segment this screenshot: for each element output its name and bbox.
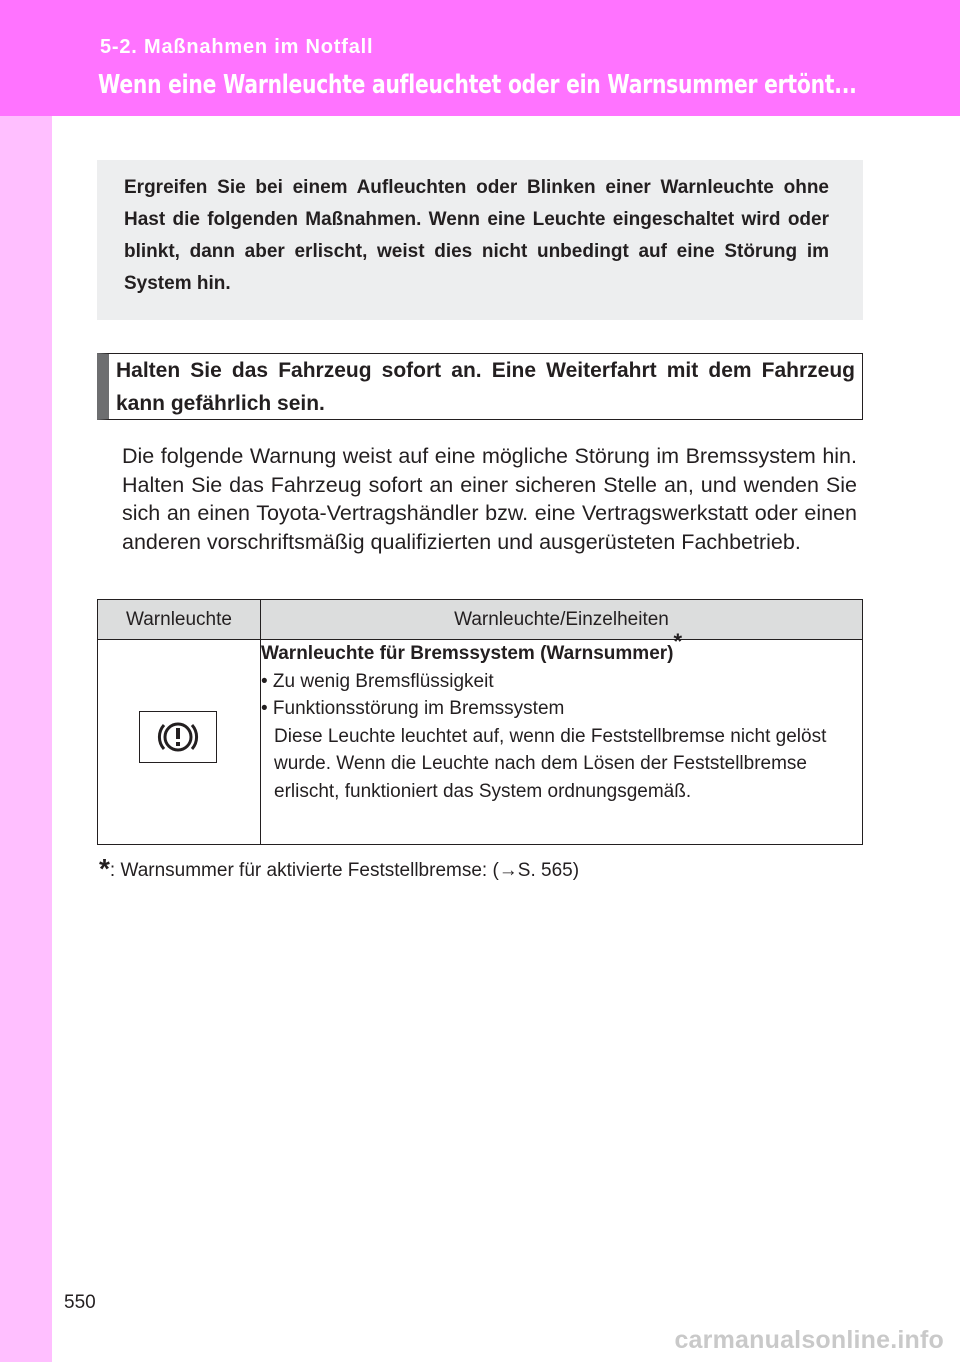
icon-cell [98, 640, 261, 845]
footnote-marker: * [673, 629, 683, 654]
page-number: 550 [64, 1292, 96, 1313]
table-header-row [98, 600, 863, 640]
page-title: Wenn eine Warnleuchte aufleuchtet oder ein Warnsummer ertönt... [98, 70, 857, 100]
side-tab-strip [0, 0, 52, 1362]
detail-description: Diese Leuchte leuchtet auf, wenn die Feststellbremse nicht gelöst wurde. Wenn die Leuchte nach dem Lösen der Feststellbremse erlischt, funktioniert das System ordnungsgemäß. [274, 725, 827, 802]
watermark: carmanualsonline.info [674, 1326, 944, 1354]
column-header-light: Warnleuchte [98, 600, 261, 640]
list-item: • Zu wenig Bremsflüssigkeit [261, 670, 494, 692]
intro-text: Ergreifen Sie bei einem Aufleuchten oder Blinken einer Warnleuchte ohne Hast die folgenden Maßnahmen. Wenn eine Leuchte eingeschaltet wird oder blinkt, dann aber erlischt, weist dies nicht unbedingt auf eine Störung im System hin. [124, 177, 829, 294]
warning-text: Halten Sie das Fahrzeug sofort an. Eine Weiterfahrt mit dem Fahrzeug kann gefährlich sein. [116, 359, 855, 415]
list-item: • Funktionsstörung im Bremssystem [261, 698, 565, 719]
section-label: 5-2. Maßnahmen im Notfall [100, 36, 374, 58]
footnote-text: : Warnsummer für aktivierte Feststellbremse: (→S. 565) [109, 860, 580, 881]
warning-box [97, 353, 863, 420]
detail-title: Warnleuchte für Bremssystem (Warnsummer)* [261, 629, 683, 664]
body-paragraph: Die folgende Warnung weist auf eine mögliche Störung im Bremssystem hin. Halten Sie das Fahrzeug sofort an einer sicheren Stelle an, und wenden Sie sich an einen Toyota-Vertragshändler bzw. eine Vertragswerkstatt oder einen anderen vorschriftsmäßig qualifizierten und ausgerüsteten Fachbetrieb. [122, 444, 857, 554]
details-cell [261, 629, 863, 845]
intro-box [97, 160, 863, 320]
footnote [99, 853, 579, 885]
brake-warning-icon [139, 711, 217, 763]
table-row [98, 640, 863, 845]
column-header-details: Warnleuchte/Einzelheiten [261, 600, 863, 640]
warning-light-table [97, 599, 863, 845]
page-header [0, 0, 960, 116]
footnote-star: * [99, 853, 110, 884]
